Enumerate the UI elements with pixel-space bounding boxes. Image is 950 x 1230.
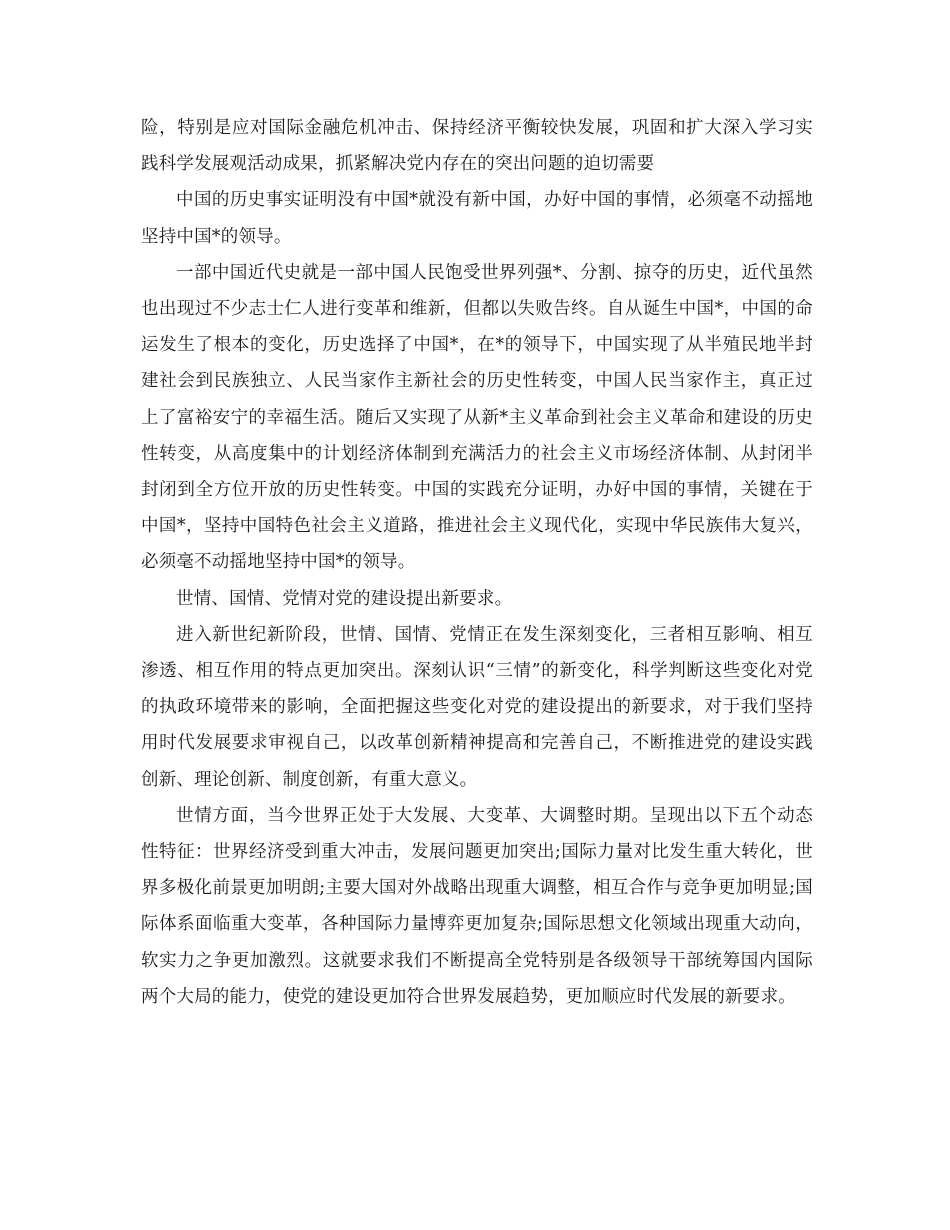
paragraph: 中国的历史事实证明没有中国*就没有新中国，办好中国的事情，必须毫不动摇地坚持中国*的领导。	[141, 190, 813, 247]
paragraph: 一部中国近代史就是一部中国人民饱受世界列强*、分割、掠夺的历史，近代虽然也出现过不少志士仁人进行变革和维新，但都以失败告终。自从诞生中国*，中国的命运发生了根本的变化，历史选择了中国*，在*的领导下，中国实现了从半殖民地半封建社会到民族独立、人民当家作主新社会的历史性转变，中国人民当家作主，真正过上了富裕安宁的幸福生活。随后又实现了从新*主义革命到社会主义革命和建设的历史性转变，从高度集中的计划经济体制到充满活力的社会主义市场经济体制、从封闭半封闭到全方位开放的历史性转变。中国的实践充分证明，办好中国的事情，关键在于中国*，坚持中国特色社会主义道路，推进社会主义现代化，实现中华民族伟大复兴，必须毫不动摇地坚持中国*的领导。	[141, 262, 813, 573]
paragraph: 进入新世纪新阶段，世情、国情、党情正在发生深刻变化，三者相互影响、相互渗透、相互作用的特点更加突出。深刻认识“三情”的新变化，科学判断这些变化对党的执政环境带来的影响，全面把握这些变化对党的建设提出的新要求，对于我们坚持用时代发展要求审视自己，以改革创新精神提高和完善自己，不断推进党的建设实践创新、理论创新、制度创新，有重大意义。	[141, 624, 813, 790]
paragraph: 险，特别是应对国际金融危机冲击、保持经济平衡较快发展，巩固和扩大深入学习实践科学发展观活动成果，抓紧解决党内存在的突出问题的迫切需要	[141, 118, 813, 175]
document-body	[141, 110, 813, 1015]
paragraph: 世情、国情、党情对党的建设提出新要求。	[176, 588, 513, 609]
paragraph: 世情方面，当今世界正处于大发展、大变革、大调整时期。呈现出以下五个动态性特征：世界经济受到重大冲击，发展问题更加突出;国际力量对比发生重大转化，世界多极化前景更加明朗;主要大国对外战略出现重大调整，相互合作与竞争更加明显;国际体系面临重大变革，各种国际力量博弈更加复杂;国际思想文化领域出现重大动向，软实力之争更加激烈。这就要求我们不断提高全党特别是各级领导干部统筹国内国际两个大局的能力，使党的建设更加符合世界发展趋势，更加顺应时代发展的新要求。	[141, 805, 813, 1007]
